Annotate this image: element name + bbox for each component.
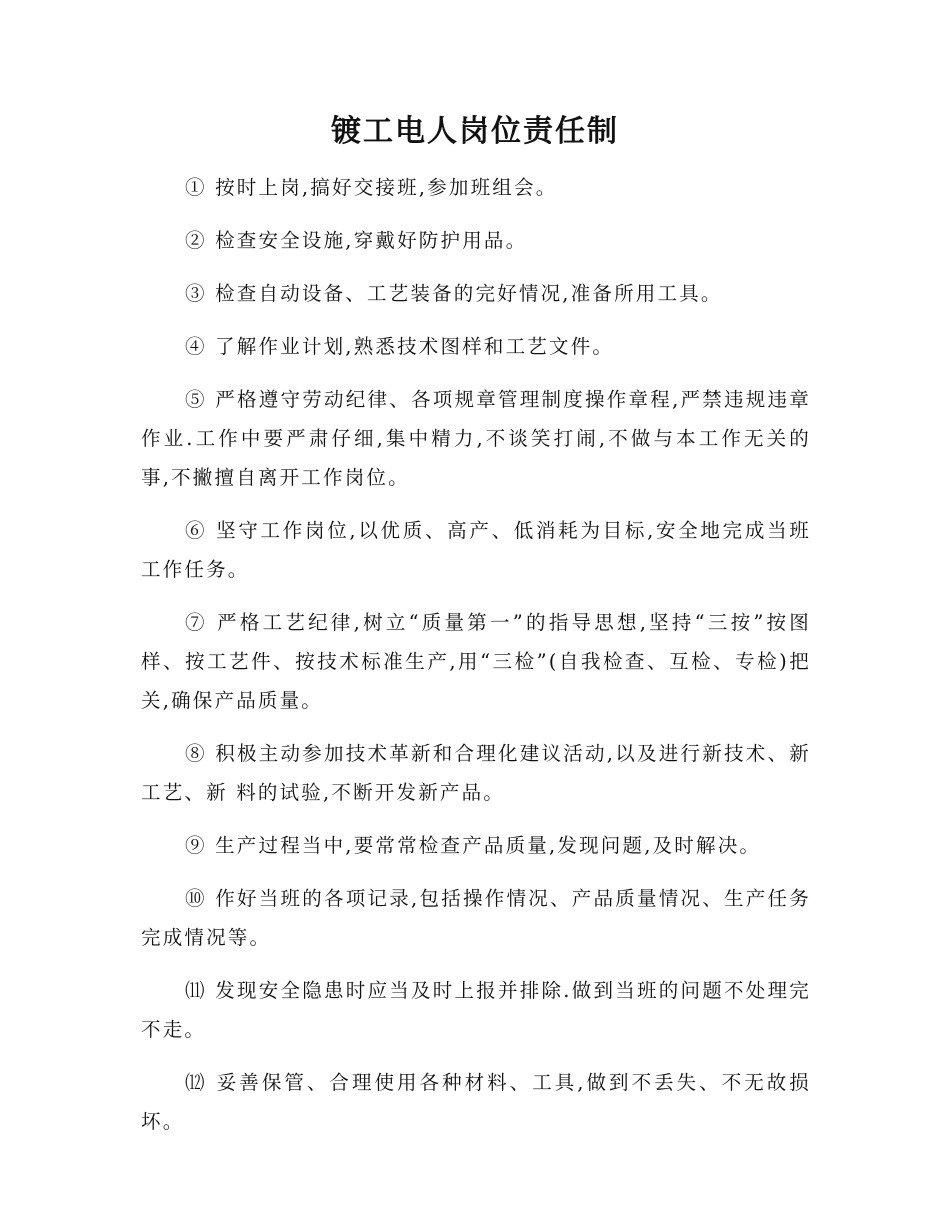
responsibility-item-3: ③ 检查自动设备、工艺装备的完好情况,准备所用工具。: [185, 282, 723, 305]
responsibility-item-12: ⑿ 妥善保管、合理使用各种材料、工具,做到不丢失、不无故损坏。: [141, 1071, 811, 1133]
responsibility-item-6: ⑥ 坚守工作岗位,以优质、高产、低消耗为目标,安全地完成当班工作任务。: [141, 519, 811, 581]
document-title: 镀工电人岗位责任制: [331, 114, 619, 149]
responsibility-item-5: ⑤ 严格遵守劳动纪律、各项规章管理制度操作章程,严禁违规违章作业.工作中要严肃仔细,集中精力,不谈笑打闹,不做与本工作无关的事,不撇擅自离开工作岗位。: [141, 388, 811, 489]
responsibility-item-2: ② 检查安全设施,穿戴好防护用品。: [185, 229, 528, 252]
responsibility-item-11: ⑾ 发现安全隐患时应当及时上报并排除.做到当班的问题不处理完不走。: [141, 979, 811, 1041]
responsibility-item-1: ① 按时上岗,搞好交接班,参加班组会。: [185, 176, 558, 199]
responsibility-item-4: ④ 了解作业计划,熟悉技术图样和工艺文件。: [185, 335, 615, 358]
responsibility-item-8: ⑧ 积极主动参加技术革新和合理化建议活动,以及进行新技术、新工艺、新 料的试验,不断开发新产品。: [141, 742, 811, 804]
responsibility-item-9: ⑨ 生产过程当中,要常常检查产品质量,发现问题,及时解决。: [185, 834, 762, 857]
responsibility-item-7: ⑦ 严格工艺纪律,树立“质量第一”的指导思想,坚持“三按”按图样、按工艺件、按技术标准生产,用“三检”(自我检查、互检、专检)把关,确保产品质量。: [141, 611, 811, 712]
document-body: [141, 168, 811, 1155]
responsibility-item-10: ⑩ 作好当班的各项记录,包括操作情况、产品质量情况、生产任务完成情况等。: [141, 887, 811, 949]
